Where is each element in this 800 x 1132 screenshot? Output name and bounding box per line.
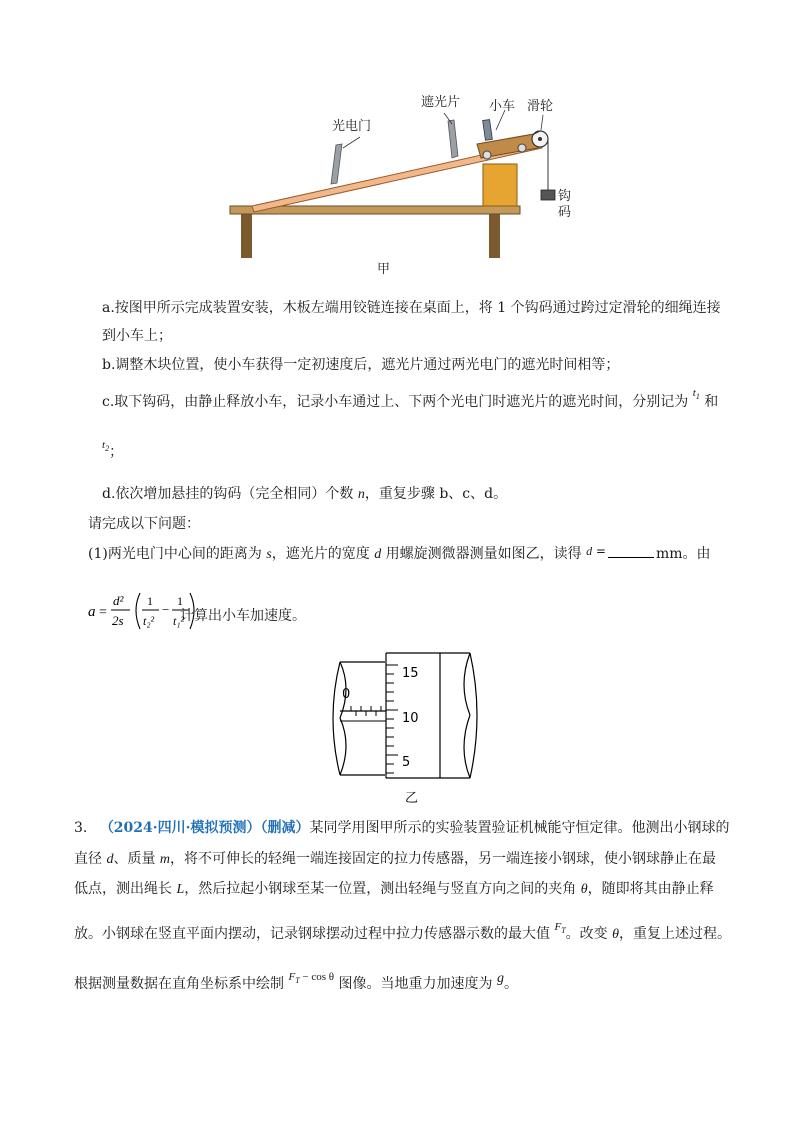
problem3-line4	[74, 921, 731, 949]
label-pulley: 滑轮	[527, 99, 554, 114]
problem3-number: 3.	[74, 820, 88, 836]
thimble-label-5: 5	[402, 755, 411, 770]
step-d-post: ，重复步骤 b、c、d。	[364, 486, 508, 502]
p3-l2a: 直径	[74, 851, 107, 867]
formula-t1: t₁²	[173, 614, 185, 628]
figure-jia	[225, 90, 585, 280]
q1-eq: =	[592, 544, 606, 558]
table-leg-left	[241, 214, 252, 258]
label-weight-top: 钩	[558, 189, 572, 204]
step-c-end: ；	[109, 444, 124, 460]
step-d-pre: d.依次增加悬挂的钩码（完全相同）个数	[102, 486, 358, 502]
p3-F2: F	[288, 971, 296, 983]
support-block	[483, 164, 517, 206]
step-c-text: c.取下钩码，由静止释放小车，记录小车通过上、下两个光电门时遮光片的遮光时间，分别记为	[102, 394, 689, 410]
problem3-line5	[74, 971, 518, 999]
step-d-n: n	[357, 487, 365, 502]
p3-l5b: 图像。当地重力加速度为	[334, 976, 497, 992]
question-1-line	[88, 543, 711, 565]
answer-blank-d[interactable]	[608, 543, 654, 558]
formula-one1: 1	[147, 594, 153, 608]
formula-minus: −	[162, 602, 170, 617]
t2-symbol: t	[102, 439, 106, 451]
questions-intro: 请完成以下问题：	[88, 516, 200, 532]
formula-tail: 计算出小车加速度。	[180, 608, 306, 624]
step-a-line2: 到小车上；	[102, 328, 172, 344]
formula-num: d²	[113, 593, 124, 608]
label-weight-bottom: 码	[558, 205, 572, 220]
p3-L: L	[176, 882, 185, 897]
p3-l3b: ，然后拉起小钢球至某一位置，测出轻绳与竖直方向之间的夹角	[184, 881, 581, 897]
p3-F2sub: T	[295, 976, 300, 986]
formula-one2: 1	[177, 594, 183, 608]
q1-mid2: 用螺旋测微器测量如图乙，读得	[381, 546, 587, 562]
photogate-upper	[448, 120, 458, 158]
hanging-weight	[541, 190, 555, 200]
problem3-line1	[74, 818, 730, 838]
formula-t2: t₂²	[143, 614, 155, 628]
shading-plate	[483, 120, 493, 141]
problem3-line3	[74, 879, 714, 900]
figure-caption-yi: 乙	[405, 791, 419, 806]
p3-l4a: 放。小钢球在竖直平面内摆动，记录钢球摆动过程中拉力传感器示数的最大值	[74, 926, 555, 942]
step-c-line2	[102, 439, 124, 467]
t1-symbol: t	[692, 387, 696, 399]
q1-pre: (1)两光电门中心间的距离为	[88, 546, 267, 562]
p3-cos: − cos θ	[299, 971, 335, 983]
p3-m: m	[159, 852, 171, 867]
figure-yi	[320, 650, 490, 810]
q1-d2: d	[586, 544, 593, 558]
step-b: b.调整木块位置，使小车获得一定初速度后，遮光片通过两光电门的遮光时间相等；	[102, 357, 620, 373]
formula-eq: =	[99, 605, 107, 620]
problem3-source[interactable]: （2024·四川·模拟预测）（删减）	[99, 820, 310, 836]
figure-caption-jia: 甲	[377, 262, 391, 277]
step-c-and: 和	[704, 394, 719, 410]
thimble-label-15: 15	[402, 666, 419, 681]
p3-F: F	[554, 921, 562, 933]
p3-l5a: 根据测量数据在直角坐标系中绘制	[74, 976, 289, 992]
p3-l2c: ，将不可伸长的轻绳一端连接固定的拉力传感器，另一端连接小钢球，使小钢球静止在最	[170, 851, 717, 867]
p3-l2b: 、质量	[113, 851, 160, 867]
step-d	[102, 484, 507, 505]
sleeve-zero-label: 0	[342, 687, 351, 702]
cart-wheel-front	[518, 144, 526, 152]
label-photogate: 光电门	[332, 119, 372, 134]
label-shading-plate: 遮光片	[421, 95, 461, 110]
photogate-lower	[331, 144, 342, 184]
problem3-line2	[74, 849, 716, 870]
p3-l4b: 。改变	[565, 926, 613, 942]
formula-den: 2s	[112, 613, 124, 628]
p3-Fsub: T	[561, 926, 566, 936]
p3-l3c: ，随即将其由静止释	[587, 881, 714, 897]
formula-a: a	[88, 604, 96, 620]
thimble-label-10: 10	[402, 711, 419, 726]
p3-theta2: θ	[612, 927, 619, 942]
cart-wheel-rear	[483, 151, 491, 159]
problem3-line1-text: 某同学用图甲所示的实验装置验证机械能守恒定律。他测出小钢球的	[309, 820, 730, 836]
label-cart: 小车	[489, 99, 516, 114]
table-leg-right	[489, 214, 500, 258]
t2-subscript: 2	[105, 444, 110, 454]
t1-subscript: 1	[695, 392, 700, 402]
thimble-scale	[386, 665, 398, 773]
step-a-line1: a.按图甲所示完成装置安装，木板左端用铰链连接在桌面上，将 1 个钩码通过跨过定滑轮的细绳连接	[102, 300, 721, 316]
step-c-line1	[102, 387, 719, 417]
q1-unit: mm。由	[655, 546, 711, 562]
q1-mid: ，遮光片的宽度	[271, 546, 375, 562]
p3-d: d	[106, 852, 114, 867]
p3-l3a: 低点，测出绳长	[74, 881, 177, 897]
p3-g: g	[496, 971, 504, 986]
p3-l5c: 。	[503, 976, 518, 992]
q1-d: d	[374, 547, 382, 562]
q1-s: s	[266, 547, 272, 562]
p3-l4c: ，重复上述过程。	[618, 926, 731, 942]
p3-theta: θ	[580, 882, 588, 897]
